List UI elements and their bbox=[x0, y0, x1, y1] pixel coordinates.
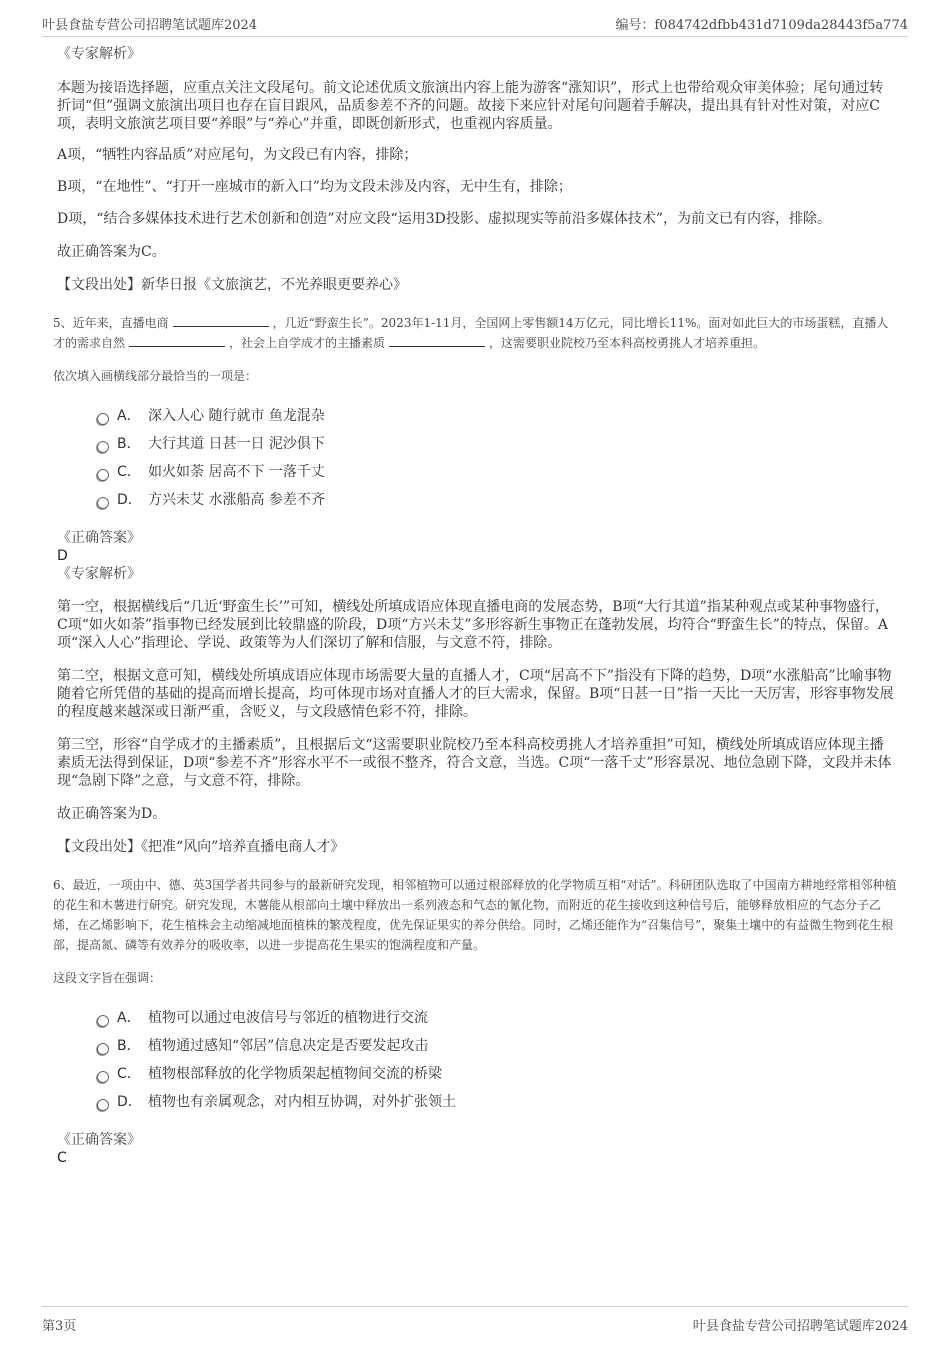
option-letter: B． bbox=[117, 1038, 141, 1054]
q5-text: ，几近“野蛮生长”。2023年1-11月，全国网上零售额14万亿元，同比增长11%。面对如此巨大的市场蛋糕，直播人才的需求自然 bbox=[53, 316, 889, 350]
option-letter: A． bbox=[117, 408, 141, 424]
answer-label: 《正确答案》 bbox=[57, 530, 141, 546]
radio-button[interactable] bbox=[97, 1071, 109, 1083]
page-number: 第3页 bbox=[42, 1319, 77, 1334]
answer-label: 《正确答案》 bbox=[57, 1132, 141, 1148]
option-letter: C． bbox=[117, 1066, 141, 1082]
page-footer bbox=[42, 1306, 908, 1337]
radio-button[interactable] bbox=[97, 1015, 109, 1027]
radio-button[interactable] bbox=[97, 497, 109, 509]
radio-button[interactable] bbox=[97, 413, 109, 425]
option-text: 方兴未艾 水涨船高 参差不齐 bbox=[148, 492, 325, 508]
prev-analysis-para: A项，“牺牲内容品质”对应尾句，为文段已有内容，排除； bbox=[57, 147, 418, 163]
fill-blank bbox=[129, 335, 225, 347]
question-5-prompt: 依次填入画横线部分最恰当的一项是： bbox=[53, 369, 258, 383]
q5-text: ，这需要职业院校乃至本科高校勇挑人才培养重担。 bbox=[489, 336, 766, 350]
option-text: 大行其道 日甚一日 泥沙俱下 bbox=[148, 436, 325, 452]
option-b[interactable] bbox=[97, 1037, 897, 1065]
option-text: 植物通过感知“邻居”信息决定是否要发起攻击 bbox=[148, 1038, 429, 1054]
option-a[interactable] bbox=[97, 407, 897, 435]
option-a[interactable] bbox=[97, 1009, 897, 1037]
analysis-para: 第二空，根据文意可知，横线处所填成语应体现市场需要大量的直播人才，C项“居高不下”指没有下降的趋势，D项“水涨船高”比喻事物随着它所凭借的基础的提高而增长提高，均可体现市场对直播人才的巨大需求，保留。B项“日甚一日”指一天比一天厉害，形容事物发展的程度越来越深或日渐严重，含贬义，与文段感情色彩不符，排除。 bbox=[57, 668, 894, 720]
option-letter: A． bbox=[117, 1010, 141, 1026]
prev-source: 【文段出处】新华日报《文旅演艺，不光养眼更要养心》 bbox=[57, 277, 407, 293]
analysis-label: 《专家解析》 bbox=[57, 566, 141, 582]
prev-analysis-para: B项，“在地性”、“打开一座城市的新入口”均为文段未涉及内容，无中生有，排除； bbox=[57, 179, 572, 195]
question-6-prompt: 这段文字旨在强调： bbox=[53, 971, 162, 985]
prev-analysis-label: 《专家解析》 bbox=[57, 46, 141, 62]
option-letter: D． bbox=[117, 1094, 142, 1110]
footer-title: 叶县食盐专营公司招聘笔试题库2024 bbox=[692, 1319, 908, 1334]
header-serial: 编号：f084742dfbb431d7109da28443f5a774 bbox=[615, 18, 908, 33]
option-c[interactable] bbox=[97, 463, 897, 491]
prev-analysis-para: D项，“结合多媒体技术进行艺术创新和创造”对应文段“运用3D投影、虚拟现实等前沿多媒体技术”，为前文已有内容，排除。 bbox=[57, 211, 831, 227]
analysis-para: 第一空，根据横线后“几近‘野蛮生长’”可知，横线处所填成语应体现直播电商的发展态势，B项“大行其道”指某种观点或某种事物盛行，C项“如火如荼”指事物已经发展到比较鼎盛的阶段，D项“方兴未艾”多形容新生事物正在蓬勃发展，均符合“野蛮生长”的特点，保留。A项“深入人心”指理论、学说、政策等为人们深切了解和信服，与文意不符，排除。 bbox=[57, 599, 889, 651]
option-d[interactable] bbox=[97, 1093, 897, 1121]
option-d[interactable] bbox=[97, 491, 897, 519]
option-letter: C． bbox=[117, 464, 141, 480]
header-title: 叶县食盐专营公司招聘笔试题库2024 bbox=[42, 18, 258, 33]
question-5-options bbox=[97, 407, 897, 519]
question-6-stem: 6、最近，一项由中、德、英3国学者共同参与的最新研究发现，相邻植物可以通过根部释放的化学物质互相“对话”。科研团队选取了中国南方耕地经常相邻种植的花生和木薯进行研究。研究发现，木薯能从根部向土壤中释放出一系列液态和气态的氰化物，而附近的花生接收到这种信号后，能够释放相应的气态分子乙烯，在乙烯影响下，花生植株会主动缩减地面植株的繁茂程度，优先保证果实的养分供给。同时，乙烯还能作为“召集信号”，聚集土壤中的有益微生物到花生根部，提高氮、磷等有效养分的吸收率，以进一步提高花生果实的饱满程度和产量。 bbox=[53, 878, 897, 952]
page-header bbox=[42, 10, 908, 37]
q5-text: 5、近年来，直播电商 bbox=[53, 316, 169, 330]
option-b[interactable] bbox=[97, 435, 897, 463]
analysis-para: 第三空，形容“自学成才的主播素质”，且根据后文“这需要职业院校乃至本科高校勇挑人才培养重担”可知，横线处所填成语应体现主播素质无法得到保证，D项“参差不齐”形容水平不一或很不整齐，符合文意，当选。C项“一落千丈”形容景况、地位急剧下降，文段并未体现“急剧下降”之意，与文意不符，排除。 bbox=[57, 737, 892, 789]
question-6-options bbox=[97, 1009, 897, 1121]
option-text: 植物根部释放的化学物质架起植物间交流的桥梁 bbox=[148, 1066, 442, 1082]
option-letter: B． bbox=[117, 436, 141, 452]
option-c[interactable] bbox=[97, 1065, 897, 1093]
answer-value: D bbox=[57, 548, 68, 564]
radio-button[interactable] bbox=[97, 1099, 109, 1111]
answer-value: C bbox=[57, 1150, 67, 1166]
fill-blank bbox=[389, 335, 485, 347]
radio-button[interactable] bbox=[97, 469, 109, 481]
analysis-para: 故正确答案为D。 bbox=[57, 806, 167, 822]
option-text: 植物也有亲属观念，对内相互协调，对外扩张领土 bbox=[148, 1094, 456, 1110]
option-letter: D． bbox=[117, 492, 142, 508]
question-5-stem bbox=[53, 313, 897, 353]
page-content bbox=[53, 44, 897, 1167]
option-text: 如火如荼 居高不下 一落千丈 bbox=[148, 464, 325, 480]
analysis-source: 【文段出处】《把准“风向”培养直播电商人才》 bbox=[57, 839, 345, 855]
prev-analysis-para: 本题为接语选择题，应重点关注文段尾句。前文论述优质文旅演出内容上能为游客“涨知识”，形式上也带给观众审美体验；尾句通过转折词“但”强调文旅演出项目也存在盲目跟风，品质参差不齐的问题。故接下来应针对尾句问题着手解决，提出具有针对性对策，对应C项，表明文旅演艺项目要“养眼”与“养心”并重，即既创新形式，也重视内容质量。 bbox=[57, 80, 884, 132]
radio-button[interactable] bbox=[97, 441, 109, 453]
radio-button[interactable] bbox=[97, 1043, 109, 1055]
option-text: 深入人心 随行就市 鱼龙混杂 bbox=[148, 408, 325, 424]
q5-text: ，社会上自学成才的主播素质 bbox=[229, 336, 386, 350]
option-text: 植物可以通过电波信号与邻近的植物进行交流 bbox=[148, 1010, 428, 1026]
prev-analysis-para: 故正确答案为C。 bbox=[57, 244, 166, 260]
fill-blank bbox=[173, 315, 269, 327]
